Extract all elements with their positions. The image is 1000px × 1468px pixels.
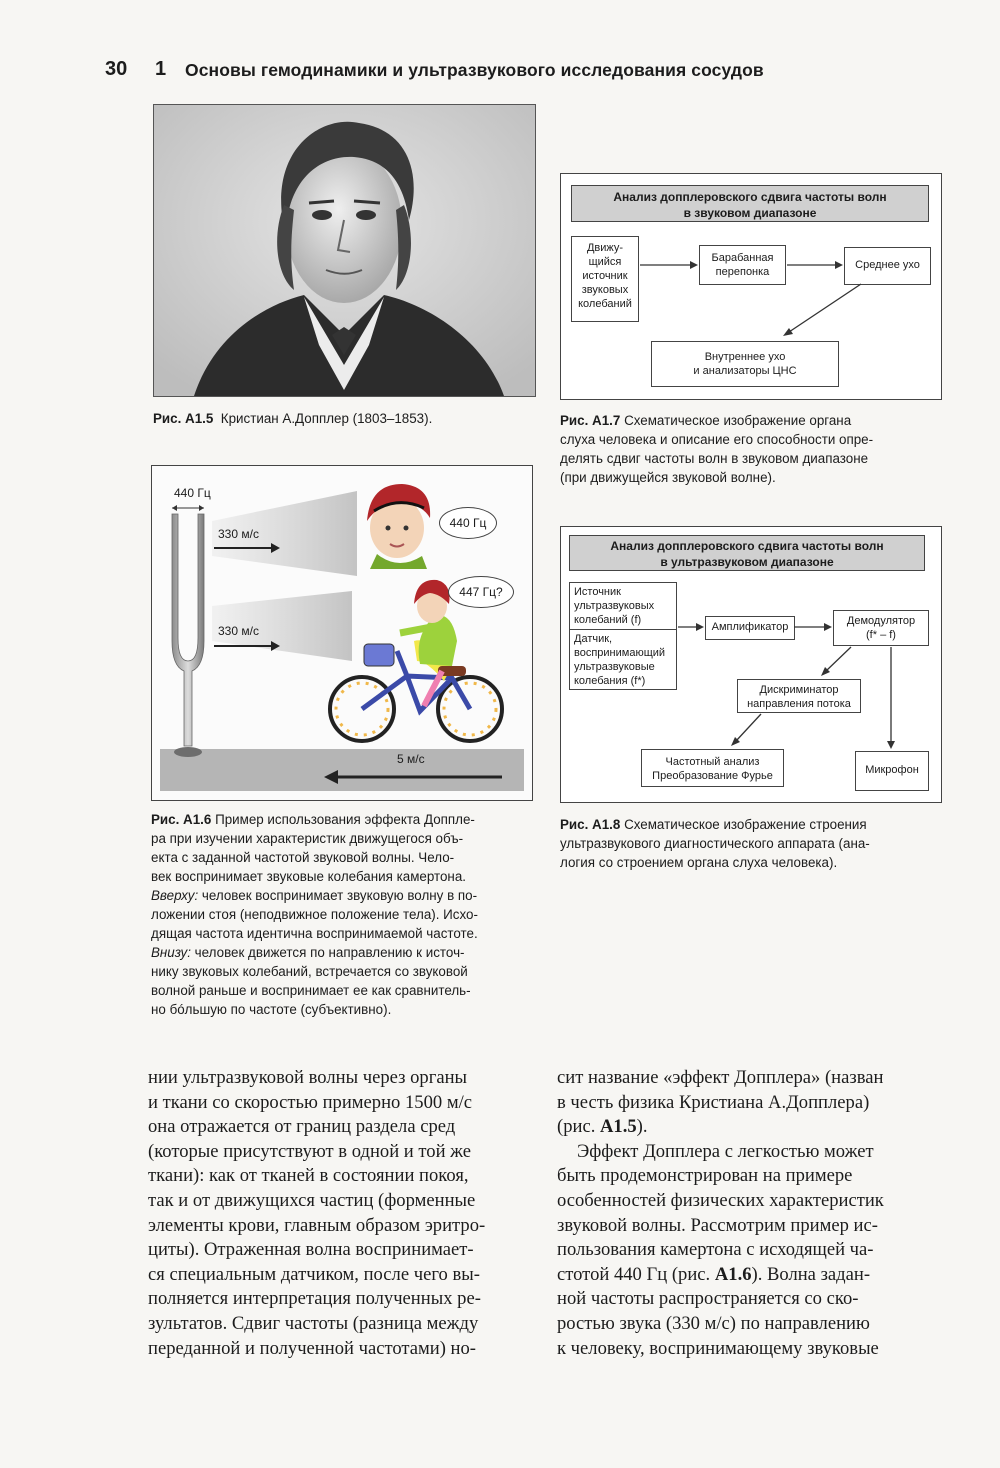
fig-a1-7-label: Рис. А1.7 bbox=[560, 413, 621, 428]
caption-line: человек движется по направлению к источ- bbox=[190, 945, 465, 960]
box-line: и анализаторы ЦНС bbox=[693, 365, 797, 377]
box-line: колебаний (f) bbox=[574, 614, 642, 626]
box-line: щийся bbox=[588, 256, 622, 268]
box-line: ультразвуковых bbox=[574, 600, 655, 612]
box-line: источник bbox=[582, 270, 628, 282]
box-line: звуковых bbox=[581, 284, 629, 296]
text-line: звуковой волны. Рассмотрим пример ис- bbox=[557, 1214, 878, 1236]
text-line: элементы крови, главным образом эритро- bbox=[148, 1214, 486, 1236]
middle-ear-box: Среднее ухо bbox=[844, 247, 931, 285]
text-line: ной частоты распространяется со ско- bbox=[557, 1288, 859, 1310]
body-text-right bbox=[557, 1066, 939, 1361]
caption-line: Пример использования эффекта Доппле- bbox=[211, 812, 475, 827]
caption-line: (при движущейся звуковой волне). bbox=[560, 470, 776, 485]
caption-line: Схематическое изображение органа bbox=[620, 413, 852, 428]
box-line: Датчик, bbox=[574, 633, 613, 645]
text-span: (рис. bbox=[557, 1116, 600, 1138]
fig-a1-8-label: Рис. А1.8 bbox=[560, 817, 621, 832]
chapter-number: 1 bbox=[155, 58, 167, 80]
caption-line: нику звуковых колебаний, встречается со звуковой bbox=[151, 964, 468, 979]
fig-a1-6-label: Рис. А1.6 bbox=[151, 812, 212, 827]
text-span: ). bbox=[636, 1116, 648, 1138]
text-span: ). Волна задан- bbox=[751, 1263, 871, 1285]
speech-bubble-top: 440 Гц bbox=[439, 507, 497, 539]
speech-bubble-bottom: 447 Гц? bbox=[448, 576, 514, 608]
title-line: Анализ допплеровского сдвига частоты волн bbox=[613, 190, 887, 204]
caption-line: логия со строением органа слуха человека). bbox=[560, 855, 838, 870]
speed-label-bottom: 330 м/с bbox=[218, 624, 259, 638]
text-line: ткани): как от тканей в состоянии покоя, bbox=[148, 1165, 469, 1187]
text-line: к человеку, воспринимающему звуковые bbox=[557, 1337, 879, 1359]
fig-a1-8-diagram bbox=[560, 526, 942, 803]
diagram-arrows bbox=[561, 527, 941, 802]
text-span: стотой 440 Гц (рис. bbox=[557, 1263, 715, 1285]
box-line: воспринимающий bbox=[574, 647, 666, 659]
text-line bbox=[557, 1115, 939, 1140]
text-line: зультатов. Сдвиг частоты (разница между bbox=[148, 1312, 479, 1334]
text-line: циты). Отраженная волна воспринимает- bbox=[148, 1239, 474, 1261]
text-line: так и от движущихся частиц (форменные bbox=[148, 1189, 476, 1211]
text-line: ростью звука (330 м/с) по направлению bbox=[557, 1312, 870, 1334]
fig-a1-5-caption bbox=[153, 409, 432, 428]
caption-line: но бóльшую по частоте (субъективно). bbox=[151, 1002, 392, 1017]
title-line: в ультразвуковом диапазоне bbox=[660, 555, 834, 569]
title-line: в звуковом диапазоне bbox=[683, 206, 817, 220]
caption-line: ложении стоя (неподвижное положение тела). Исхо- bbox=[151, 907, 478, 922]
caption-top-label: Вверху: bbox=[151, 888, 199, 903]
caption-line: Схематическое изображение строения bbox=[620, 817, 867, 832]
box-line: (f* – f) bbox=[866, 629, 896, 641]
ground-speed: 5 м/с bbox=[397, 752, 425, 766]
body-text-left bbox=[148, 1066, 530, 1361]
speed-label-top: 330 м/с bbox=[218, 527, 259, 541]
fork-frequency: 440 Гц bbox=[174, 486, 211, 500]
diagram-arrows bbox=[561, 174, 941, 399]
amplifier-box: Амплификатор bbox=[705, 616, 795, 640]
text-line: (которые присутствуют в одной и той же bbox=[148, 1140, 472, 1162]
caption-line: делять сдвиг частоты волн в звуковом диапазоне bbox=[560, 451, 869, 466]
box-line: Преобразование Фурье bbox=[652, 770, 773, 782]
microphone-box: Микрофон bbox=[855, 751, 929, 791]
box-line: направления потока bbox=[747, 698, 851, 710]
fig-a1-8-caption bbox=[560, 815, 945, 872]
fig-a1-5-label: Рис. А1.5 bbox=[153, 411, 214, 426]
caption-line: ра при изучении характеристик движущегося объ- bbox=[151, 831, 464, 846]
title-line: Анализ допплеровского сдвига частоты волн bbox=[610, 539, 884, 553]
fig-a1-7-caption bbox=[560, 411, 945, 487]
text-line: ся специальным датчиком, после чего вы- bbox=[148, 1263, 480, 1285]
box-line: Демодулятор bbox=[846, 615, 916, 627]
caption-bottom-label: Внизу: bbox=[151, 945, 191, 960]
caption-line: век воспринимает звуковые колебания камертона. bbox=[151, 869, 466, 884]
text-line: полняется интерпретация полученных ре- bbox=[148, 1288, 481, 1310]
caption-line: слуха человека и описание его способности опре- bbox=[560, 432, 874, 447]
figure-ref: А1.6 bbox=[714, 1263, 752, 1285]
caption-line: человек воспринимает звуковую волну в по- bbox=[198, 888, 478, 903]
fig-a1-6-illustration bbox=[151, 465, 533, 801]
text-line: и ткани со скоростью примерно 1500 м/с bbox=[148, 1091, 473, 1113]
fig-a1-5-text: Кристиан А.Допплер (1803–1853). bbox=[220, 411, 433, 426]
box-line: Частотный анализ bbox=[665, 756, 760, 768]
text-line: нии ультразвуковой волны через органы bbox=[148, 1067, 468, 1088]
box-line: Источник bbox=[574, 586, 621, 598]
fig-a1-6-caption bbox=[151, 810, 536, 1019]
caption-line: волной раньше и воспринимает ее как сравнитель- bbox=[151, 983, 471, 998]
text-line: Эффект Допплера с легкостью может bbox=[577, 1140, 874, 1162]
text-line: особенностей физических характеристик bbox=[557, 1189, 884, 1211]
caption-line: екта с заданной частотой звуковой волны. Чело- bbox=[151, 850, 455, 865]
box-line: Барабанная bbox=[711, 252, 774, 264]
caption-line: ультразвукового диагностического аппарата (ана- bbox=[560, 836, 870, 851]
page-number: 30 bbox=[105, 58, 128, 80]
text-line: быть продемонстрирован на примере bbox=[557, 1165, 853, 1187]
text-line: в честь физика Кристиана А.Допплера) bbox=[557, 1091, 870, 1113]
box-line: перепонка bbox=[715, 266, 770, 278]
box-line: Дискриминатор bbox=[759, 684, 839, 696]
box-line: колебания (f*) bbox=[574, 675, 646, 687]
text-line: сит название «эффект Допплера» (назван bbox=[557, 1067, 884, 1088]
text-line: переданной и полученной частотами) но- bbox=[148, 1337, 476, 1359]
box-line: ультразвуковые bbox=[574, 661, 655, 673]
box-line: Движу- bbox=[586, 242, 624, 254]
text-line: она отражается от границ раздела сред bbox=[148, 1116, 456, 1138]
chapter-title: Основы гемодинамики и ультразвукового исследования сосудов bbox=[185, 60, 764, 80]
text-line bbox=[557, 1263, 939, 1288]
fig-a1-7-diagram bbox=[560, 173, 942, 400]
caption-line: дящая частота идентична воспринимаемой частоте. bbox=[151, 926, 478, 941]
doppler-portrait bbox=[153, 104, 536, 397]
text-line: пользования камертона с исходящей ча- bbox=[557, 1239, 874, 1261]
figure-ref: А1.5 bbox=[600, 1116, 637, 1138]
box-line: колебаний bbox=[578, 298, 632, 310]
box-line: Внутреннее ухо bbox=[704, 351, 786, 363]
